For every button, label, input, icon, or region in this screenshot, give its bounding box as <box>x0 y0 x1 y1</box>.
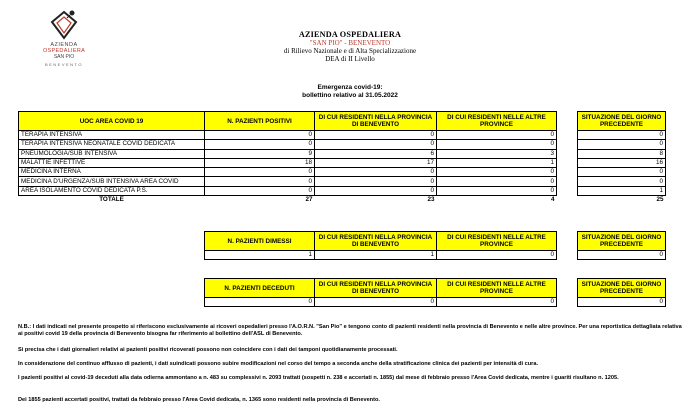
benevento-count: 0 <box>315 177 437 186</box>
table-row <box>19 158 557 167</box>
bulletin-title: Emergenza covid-19: <box>317 84 383 91</box>
previous-day-value: 16 <box>578 158 666 167</box>
note-nb: N.B.: I dati indicati nel presente prospetto si riferiscono esclusivamente ai ricoveri ospedalieri presso l'A.O.R.N. "San Pio" e tengono conto di pazienti residenti nella provincia di Benevento e nelle altre province. Per una reportistica dettagliata relativa ai positivi covid 19 della provincia di Benevento bisogna far riferimento al bollettino dell'ASL di Benevento. <box>18 324 682 337</box>
positive-count: 18 <box>205 158 315 167</box>
total-benevento: 23 <box>427 196 435 204</box>
col-header-benevento: DI CUI RESIDENTI NELLA PROVINCIA DI BENEVENTO <box>315 112 437 131</box>
deceased-previous-header: SITUAZIONE DEL GIORNO PRECEDENTE <box>578 279 666 298</box>
discharged-count: 1 <box>205 251 315 260</box>
discharged-other-header: DI CUI RESIDENTI NELLE ALTRE PROVINCE <box>437 232 557 251</box>
deceased-header: N. PAZIENTI DECEDUTI <box>205 279 315 298</box>
positive-count: 9 <box>205 149 315 158</box>
previous-day-value: 0 <box>578 168 666 177</box>
discharged-header: N. PAZIENTI DIMESSI <box>205 232 315 251</box>
ward-name: MEDICINA D'URGENZA/SUB INTENSIVA AREA COVID <box>19 177 205 186</box>
total-other: 4 <box>550 196 555 204</box>
other-count: 0 <box>437 131 557 140</box>
previous-day-value: 0 <box>578 177 666 186</box>
benevento-count: 0 <box>315 140 437 149</box>
previous-day-value: 0 <box>578 140 666 149</box>
bulletin-date: bollettino relativo al 31.05.2022 <box>302 92 398 99</box>
positive-count: 0 <box>205 168 315 177</box>
deceased-benevento-header: DI CUI RESIDENTI NELLA PROVINCIA DI BENEVENTO <box>315 279 437 298</box>
ward-name: MEDICINA INTERNA <box>19 168 205 177</box>
ward-name: PNEUMOLOGIA/SUB INTENSIVA <box>19 149 205 158</box>
deceased-other-header: DI CUI RESIDENTI NELLE ALTRE PROVINCE <box>437 279 557 298</box>
positive-count: 0 <box>205 140 315 149</box>
other-count: 0 <box>437 177 557 186</box>
col-header-other-provinces: DI CUI RESIDENTI NELLE ALTRE PROVINCE <box>437 112 557 131</box>
discharged-other-count: 0 <box>437 251 557 260</box>
table-row <box>19 168 557 177</box>
previous-day-total: 25 <box>656 196 664 204</box>
other-count: 0 <box>437 140 557 149</box>
note-daily-data: Si precisa che i dati giornalieri relativi ai pazienti positivi ricoverati possono non coincidere con i dati dei tamponi quotidianamente processati. <box>18 347 398 353</box>
positive-count: 0 <box>205 186 315 195</box>
deceased-benevento-count: 0 <box>315 298 437 307</box>
hospital-subtitle: "SAN PIO" - BENEVENTO <box>309 39 391 47</box>
covid-wards-table <box>18 111 557 204</box>
ward-name: TERAPIA INTENSIVA <box>19 131 205 140</box>
discharged-benevento-count: 1 <box>315 251 437 260</box>
deceased-table <box>204 278 557 307</box>
previous-day-header: SITUAZIONE DEL GIORNO PRECEDENTE <box>578 112 666 131</box>
hospital-level: DEA di II Livello <box>325 55 375 63</box>
table-row <box>19 140 557 149</box>
discharged-previous-header: SITUAZIONE DEL GIORNO PRECEDENTE <box>578 232 666 251</box>
hospital-title: AZIENDA OSPEDALIERA <box>298 30 402 39</box>
ward-name: TERAPIA INTENSIVA NEONATALE COVID DEDICATA <box>19 140 205 149</box>
previous-day-value: 0 <box>578 131 666 140</box>
previous-day-value: 8 <box>578 149 666 158</box>
other-count: 0 <box>437 168 557 177</box>
previous-day-value: 1 <box>578 186 666 195</box>
table-row <box>19 177 557 186</box>
discharged-previous-table <box>577 231 666 260</box>
total-label: TOTALE <box>99 196 124 204</box>
benevento-count: 0 <box>315 168 437 177</box>
other-count: 3 <box>437 149 557 158</box>
benevento-count: 17 <box>315 158 437 167</box>
other-count: 0 <box>437 186 557 195</box>
previous-day-table <box>577 111 666 204</box>
deceased-count: 0 <box>205 298 315 307</box>
discharged-table <box>204 231 557 260</box>
deceased-previous-value: 0 <box>578 298 666 307</box>
logo-line-2: OSPEDALIERA <box>42 48 86 54</box>
logo-line-1: AZIENDA <box>50 42 78 48</box>
positive-count: 0 <box>205 177 315 186</box>
discharged-benevento-header: DI CUI RESIDENTI NELLA PROVINCIA DI BENEVENTO <box>315 232 437 251</box>
deceased-previous-table <box>577 278 666 307</box>
benevento-count: 0 <box>315 186 437 195</box>
note-deaths: I pazienti positivi al covid-19 deceduti alla data odierna ammontano a n. 483 su complessivi n. 2093 trattati (sospetti n. 238 e accertati n. 1855) dal mese di febbraio presso l'Area Covid dedicata, mentre i guariti risultano n. 1205. <box>18 375 619 381</box>
logo-line-4: BENEVENTO <box>44 62 84 67</box>
benevento-count: 6 <box>315 149 437 158</box>
logo-line-3: SAN PIO <box>53 54 75 60</box>
total-positive: 27 <box>305 196 313 204</box>
table-row <box>19 149 557 158</box>
discharged-previous-value: 0 <box>578 251 666 260</box>
benevento-count: 0 <box>315 131 437 140</box>
note-stratification: In considerazione del continuo afflusso di pazienti, i dati suindicati possono subire modificazioni nel corso del tempo a seconda anche della stratificazione clinica dei pazienti per intensità di cura. <box>18 361 539 367</box>
col-header-ward: UOC AREA COVID 19 <box>19 112 205 131</box>
table-row <box>19 186 557 195</box>
total-row <box>19 196 557 205</box>
hospital-description: di Rilievo Nazionale e di Alta Specializzazione <box>283 47 417 55</box>
col-header-positive: N. PAZIENTI POSITIVI <box>205 112 315 131</box>
ward-name: AREA ISOLAMENTO COVID DEDICATA P.S. <box>19 186 205 195</box>
table-row <box>19 131 557 140</box>
positive-count: 0 <box>205 131 315 140</box>
ward-name: MALATTIE INFETTIVE <box>19 158 205 167</box>
table-header-row <box>19 112 557 131</box>
other-count: 1 <box>437 158 557 167</box>
deceased-other-count: 0 <box>437 298 557 307</box>
note-residents: Dei 1855 pazienti accertati positivi, trattati da febbraio presso l'Area Covid dedicata, n. 1365 sono residenti nella provincia di Benevento. <box>18 397 380 403</box>
